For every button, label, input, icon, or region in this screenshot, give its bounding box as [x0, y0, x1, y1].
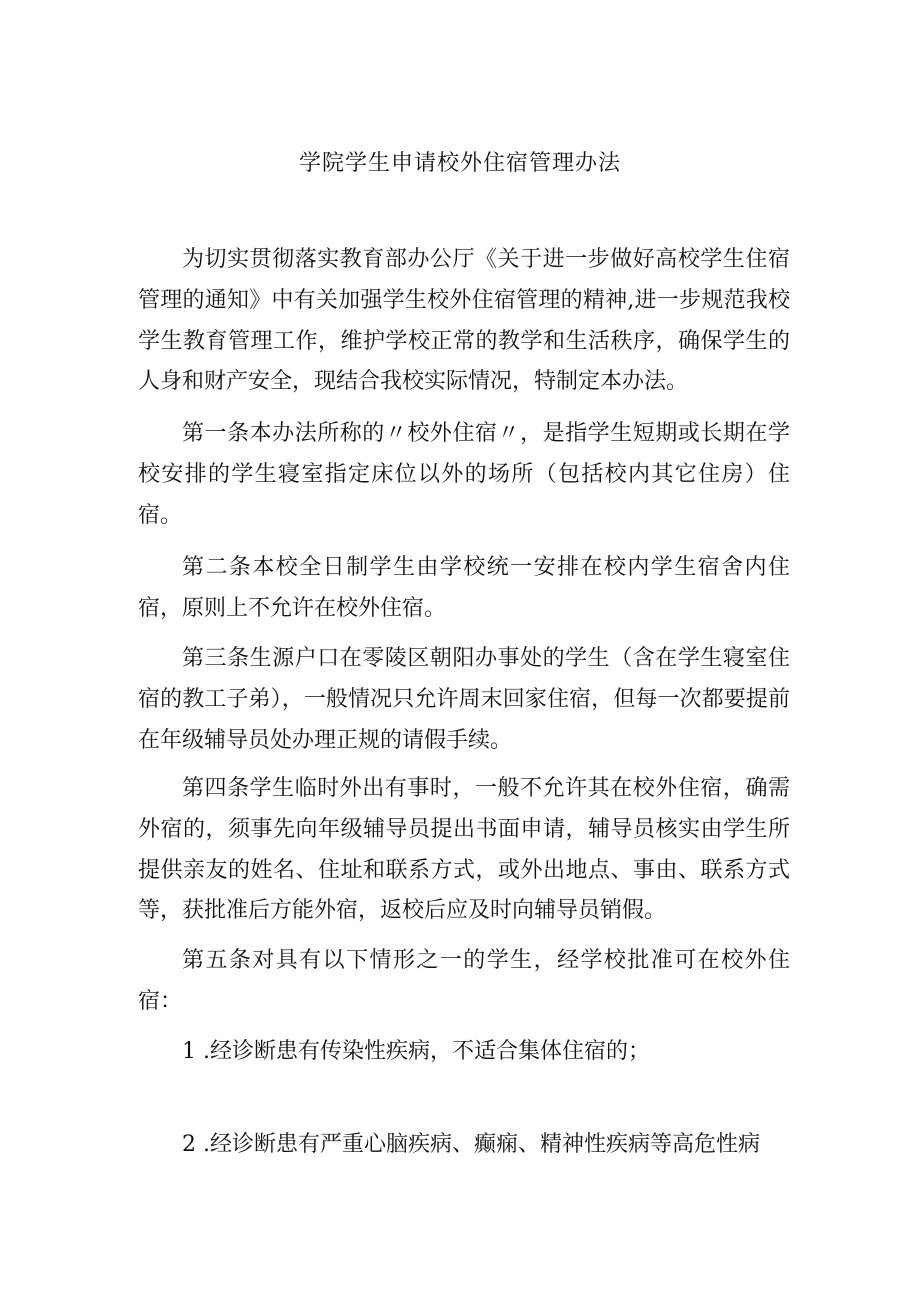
list-item-1: 1 .经诊断患有传染性疾病，不适合集体住宿的；: [182, 1039, 650, 1064]
paragraph-article-5: 第五条对具有以下情形之一的学生，经学校批准可在校外住宿：: [138, 948, 790, 1014]
paragraph-preamble: 为切实贯彻落实教育部办公厅《关于进一步做好高校学生住宿管理的通知》中有关加强学生校外住宿管理的精神,进一步规范我校学生教育管理工作，维护学校正常的教学和生活秩序，确保学生的人身和财产安全，现结合我校实际情况，特制定本办法。: [138, 247, 790, 395]
list-item-2: 2 .经诊断患有严重心脑疾病、癫痫、精神性疾病等高危性病: [182, 1132, 760, 1157]
document-title: 学院学生申请校外住宿管理办法: [298, 151, 621, 176]
paragraph-article-3: 第三条生源户口在零陵区朝阳办事处的学生（含在学生寝室住宿的教工子弟），一般情况只允许周末回家住宿，但每一次都要提前在年级辅导员处办理正规的请假手续。: [138, 646, 790, 753]
paragraph-article-4: 第四条学生临时外出有事时，一般不允许其在校外住宿，确需外宿的，须事先向年级辅导员提出书面申请，辅导员核实由学生所提供亲友的姓名、住址和联系方式，或外出地点、事由、联系方式等，获批准后方能外宿，返校后应及时向辅导员销假。: [138, 776, 790, 924]
paragraph-article-2: 第二条本校全日制学生由学校统一安排在校内学生宿舍内住宿，原则上不允许在校外住宿。: [138, 555, 790, 621]
paragraph-article-1: 第一条本办法所称的〃校外住宿〃，是指学生短期或长期在学校安排的学生寝室指定床位以外的场所（包括校内其它住房）住宿。: [138, 421, 790, 528]
